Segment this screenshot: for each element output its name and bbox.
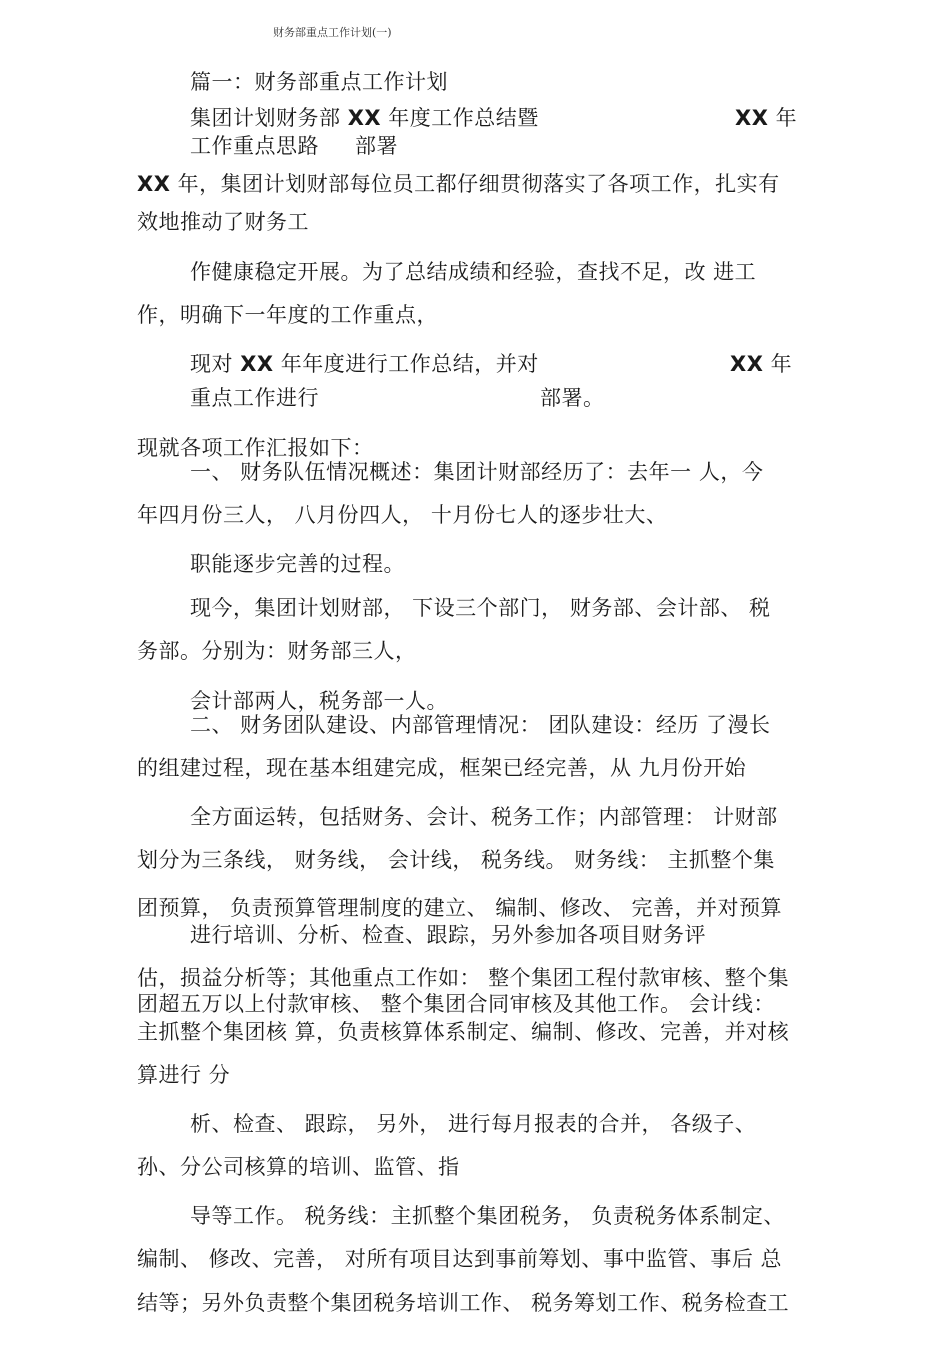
body-line: 年四月份三人， 八月份四人， 十月份七人的逐步壮大、 <box>137 503 668 527</box>
summary-line-2b: 部署。 <box>540 386 605 410</box>
summary-year <box>730 350 792 378</box>
page-header: 财务部重点工作计划(一) <box>273 26 392 39</box>
year-placeholder: XX <box>137 172 171 196</box>
body-line: 导等工作。 税务线：主抓整个集团税务， 负责税务体系制定、 <box>190 1204 785 1228</box>
subtitle-line-2a: 工作重点思路 <box>190 134 319 158</box>
subtitle-text: 集团计划财务部 <box>190 106 348 130</box>
summary-text: 年年度进行工作总结，并对 <box>273 352 539 376</box>
body-line: 编制、 修改、完善， 对所有项目达到事前筹划、事中监管、事后 总 <box>137 1247 783 1271</box>
body-line: 会计部两人，税务部一人。 <box>190 689 448 713</box>
body-line: 一、 财务队伍情况概述：集团计财部经历了：去年一 人，今 <box>190 460 764 484</box>
intro-line-1 <box>137 170 780 198</box>
subtitle-text: 年度工作总结暨 <box>381 106 539 130</box>
document-title: 篇一：财务部重点工作计划 <box>190 70 448 94</box>
year-placeholder: XX <box>240 352 274 376</box>
body-line: 的组建过程，现在基本组建完成，框架已经完善，从 九月份开始 <box>137 756 747 780</box>
body-line: 划分为三条线， 财务线， 会计线， 税务线。 财务线： 主抓整个集 <box>137 848 775 872</box>
intro-text: 年，集团计划财部每位员工都仔细贯彻落实了各项工作，扎实有 <box>170 172 780 196</box>
intro-line-2: 效地推动了财务工 <box>137 210 309 234</box>
summary-line-1 <box>190 350 539 378</box>
body-line: 算进行 分 <box>137 1063 231 1087</box>
body-line: 结等；另外负责整个集团税务培训工作、 税务筹划工作、税务检查工 <box>137 1291 790 1315</box>
subtitle-text: 年 <box>768 106 798 130</box>
subtitle-line-2b: 部署 <box>355 134 398 158</box>
body-line: 务部。分别为：财务部三人， <box>137 639 417 663</box>
body-line: 估，损益分析等；其他重点工作如： 整个集团工程付款审核、整个集 <box>137 966 790 990</box>
body-line: 进行培训、分析、检查、跟踪，另外参加各项目财务评 <box>190 923 706 947</box>
body-line: 二、 财务团队建设、内部管理情况： 团队建设：经历 了漫长 <box>190 713 771 737</box>
intro-line-3: 作健康稳定开展。为了总结成绩和经验，查找不足，改 进工 <box>190 260 757 284</box>
body-line: 主抓整个集团核 算，负责核算体系制定、编制、修改、完善，并对核 <box>137 1020 790 1044</box>
body-line: 现今，集团计划财部， 下设三个部门， 财务部、会计部、 税 <box>190 596 771 620</box>
year-placeholder: XX <box>347 106 382 130</box>
year-placeholder: XX <box>735 106 769 130</box>
year-placeholder: XX <box>730 352 764 376</box>
intro-line-4: 作，明确下一年度的工作重点， <box>137 303 438 327</box>
summary-text: 现对 <box>190 352 241 376</box>
subtitle-year <box>735 104 797 132</box>
body-line: 析、检查、 跟踪， 另外， 进行每月报表的合并， 各级子、 <box>190 1112 757 1136</box>
subtitle-line-1 <box>190 104 539 132</box>
body-line: 团超五万以上付款审核、 整个集团合同审核及其他工作。 会计线： <box>137 992 775 1016</box>
summary-line-2a: 重点工作进行 <box>190 386 319 410</box>
body-line: 职能逐步完善的过程。 <box>190 552 405 576</box>
body-line: 孙、分公司核算的培训、监管、指 <box>137 1155 460 1179</box>
body-line: 现就各项工作汇报如下： <box>137 436 374 460</box>
summary-text: 年 <box>763 352 793 376</box>
body-line: 团预算， 负责预算管理制度的建立、 编制、修改、 完善，并对预算 <box>137 896 783 920</box>
body-line: 全方面运转，包括财务、会计、税务工作；内部管理： 计财部 <box>190 805 778 829</box>
